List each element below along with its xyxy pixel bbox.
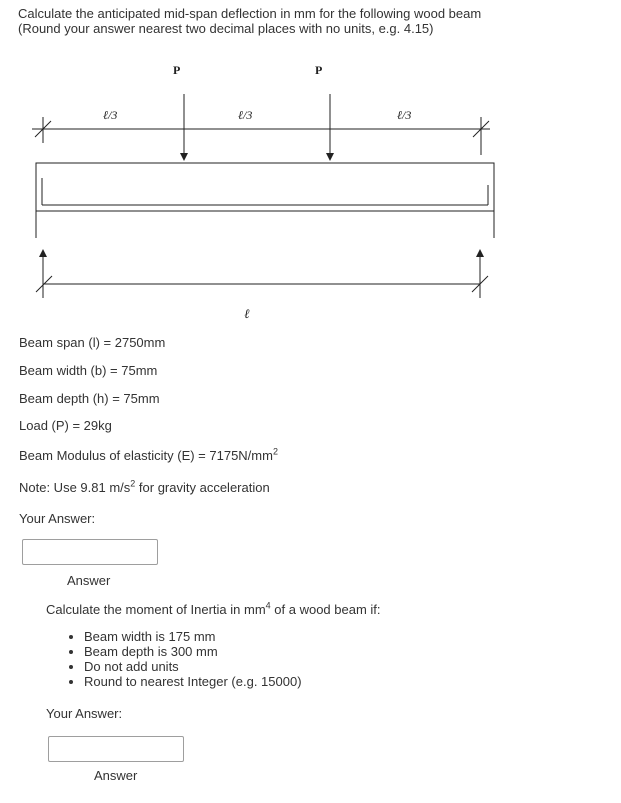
answer-1-button[interactable]: Answer bbox=[67, 573, 111, 588]
list-item: • Round to nearest Integer (e.g. 15000) bbox=[84, 674, 302, 689]
question-2-suffix: of a wood beam if: bbox=[270, 602, 381, 617]
span-label: ℓ bbox=[244, 306, 250, 321]
param-depth: Beam depth (h) = 75mm bbox=[19, 391, 160, 406]
param-load: Load (P) = 29kg bbox=[19, 418, 112, 433]
reaction-arrowhead-left bbox=[39, 249, 47, 257]
list-item: • Beam width is 175 mm bbox=[84, 629, 302, 644]
list-item: • Beam depth is 300 mm bbox=[84, 644, 302, 659]
load-arrowhead-left bbox=[180, 153, 188, 161]
load-label-right: P bbox=[315, 63, 323, 77]
your-answer-label-1: Your Answer: bbox=[19, 511, 96, 526]
answer-1-input[interactable] bbox=[22, 539, 158, 565]
param-modulus bbox=[19, 448, 278, 463]
load-label-left: P bbox=[173, 63, 181, 77]
param-span: Beam span (l) = 2750mm bbox=[19, 335, 166, 350]
param-note bbox=[19, 480, 270, 495]
beam-outline bbox=[36, 163, 494, 211]
answer-2-input[interactable] bbox=[48, 736, 184, 762]
segment-label-3: ℓ/3 bbox=[397, 108, 412, 122]
segment-label-1: ℓ/3 bbox=[103, 108, 118, 122]
reaction-arrowhead-right bbox=[476, 249, 484, 257]
param-modulus-text: Beam Modulus of elasticity (E) = 7175N/mm bbox=[19, 448, 273, 463]
question-1-line-1: Calculate the anticipated mid-span deflection in mm for the following wood beam bbox=[18, 6, 482, 21]
list-item: • Do not add units bbox=[84, 659, 302, 674]
question-1-line-2: (Round your answer nearest two decimal places with no units, e.g. 4.15) bbox=[18, 21, 434, 36]
param-note-text: Note: Use 9.81 m/s bbox=[19, 480, 131, 495]
answer-2-button[interactable]: Answer bbox=[94, 768, 138, 783]
question-2-text bbox=[46, 602, 381, 617]
param-note-suffix: for gravity acceleration bbox=[135, 480, 270, 495]
question-2-sup: 4 bbox=[265, 600, 271, 611]
param-note-sup: 2 bbox=[130, 478, 136, 489]
segment-label-2: ℓ/3 bbox=[238, 108, 253, 122]
param-modulus-sup: 2 bbox=[272, 446, 278, 457]
param-width: Beam width (b) = 75mm bbox=[19, 363, 158, 378]
load-arrowhead-right bbox=[326, 153, 334, 161]
beam-diagram bbox=[0, 0, 621, 330]
question-2-prefix: Calculate the moment of Inertia in mm bbox=[46, 602, 266, 617]
your-answer-label-2: Your Answer: bbox=[46, 706, 123, 721]
question-2-bullet-list bbox=[62, 629, 302, 689]
